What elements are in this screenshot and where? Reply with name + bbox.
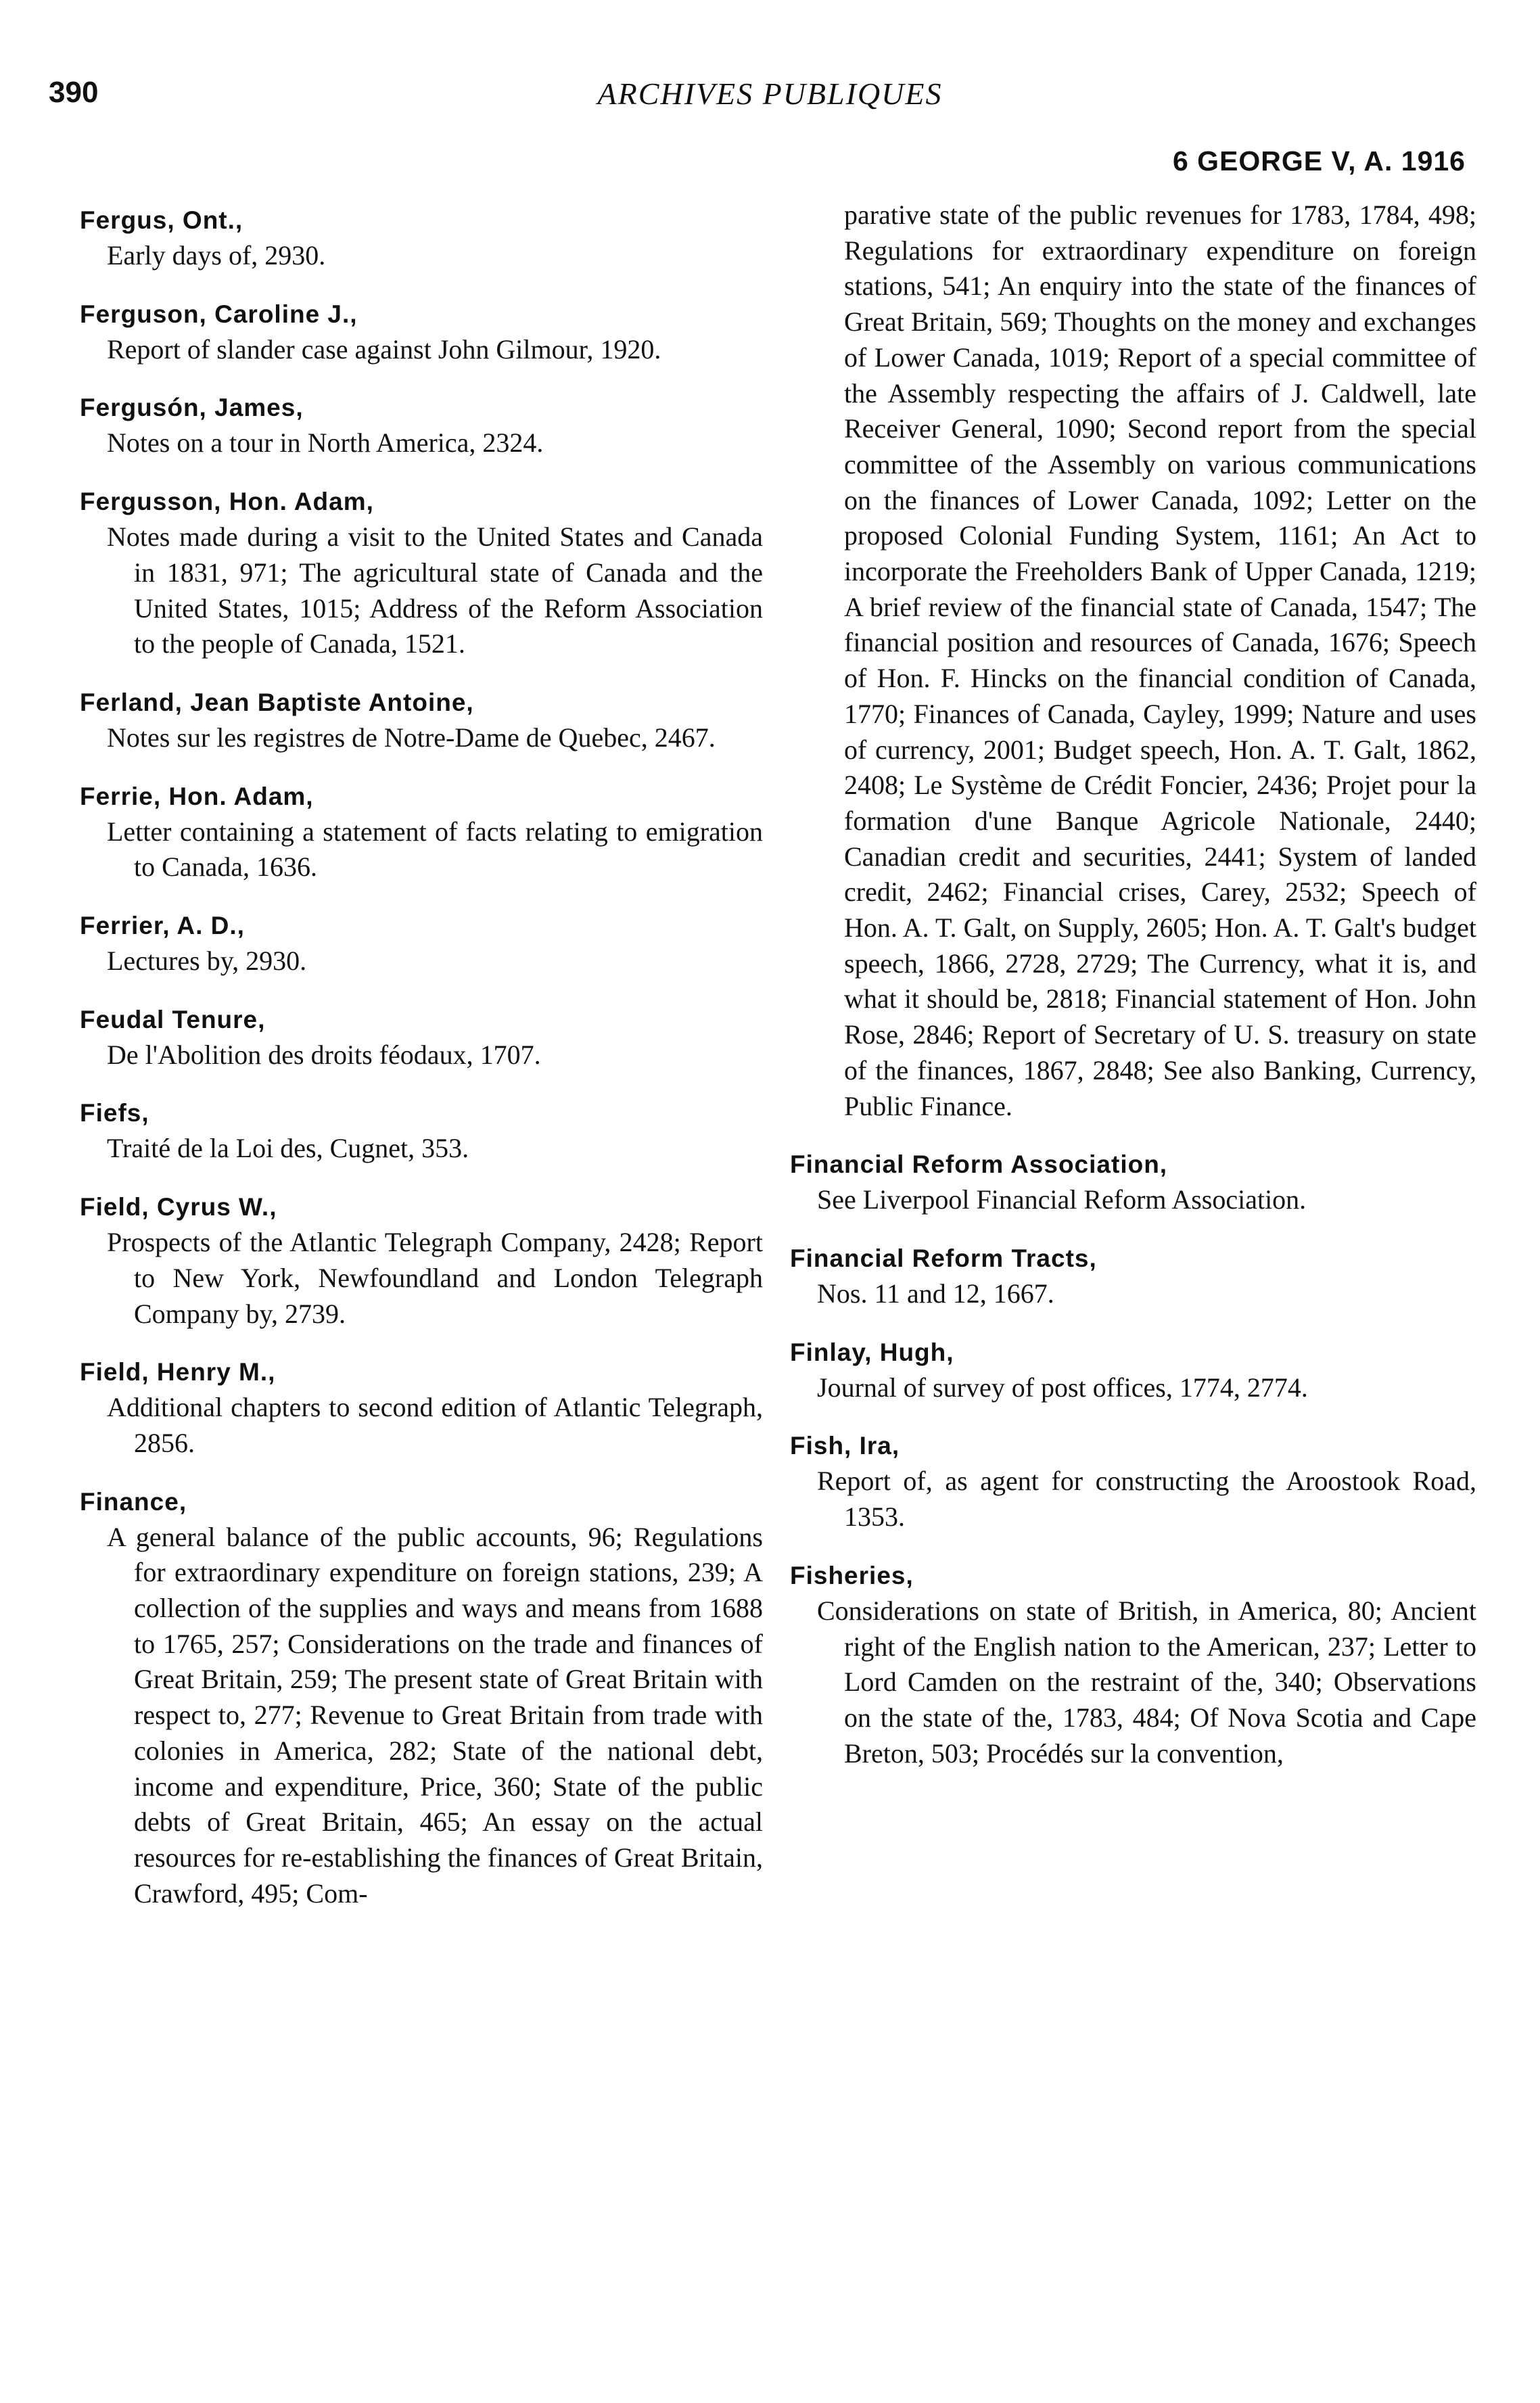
- index-entry: [80, 297, 763, 368]
- entry-text: Considerations on state of British, in America, 80; Ancient right of the English nation to the American, 237; Letter to Lord Camden on the restraint of the, 340; Observations on the state of the, 1783, 484; Of Nova Scotia and Cape Breton, 503; Procédés sur la convention,: [817, 1595, 1476, 1769]
- entry-text: Prospects of the Atlantic Telegraph Company, 2428; Report to New York, Newfoundland and London Telegraph Company by, 2739.: [107, 1227, 763, 1329]
- entry-heading: Finance,: [80, 1487, 187, 1516]
- entry-heading: Field, Henry M.,: [80, 1358, 276, 1386]
- index-entry: [80, 1096, 763, 1167]
- entry-text: See Liverpool Financial Reform Association.: [817, 1184, 1307, 1215]
- entry-text: Nos. 11 and 12, 1667.: [817, 1278, 1054, 1309]
- entry-heading: Fergusson, Hon. Adam,: [80, 488, 374, 516]
- entry-text: Traité de la Loi des, Cugnet, 353.: [107, 1133, 469, 1164]
- entry-text: Report of slander case against John Gilmour, 1920.: [107, 333, 661, 365]
- index-entry: [80, 685, 763, 756]
- index-entry: [80, 390, 763, 461]
- entry-text: Early days of, 2930.: [107, 240, 326, 271]
- right-column: [790, 197, 1476, 1794]
- entry-text: De l'Abolition des droits féodaux, 1707.: [107, 1039, 541, 1070]
- index-entry-continuation: [790, 197, 1476, 1124]
- entry-text: parative state of the public revenues for 1783, 1784, 498; Regulations for extraordinary expenditure on foreign stations, 541; An enquiry into the state of the finances of Great Britain, 569; Thoughts on the money and exchanges of Lower Canada, 1019; Report of a special committee of the Assembly respecting the affairs of J. Caldwell, late Receiver General, 1090; Second report from the special committee of the Assembly on various communications on the finances of Lower Canada, 1092; Letter on the proposed Colonial Funding System, 1161; An Act to incorporate the Freeholders Bank of Upper Canada, 1219; A brief review of the financial state of Canada, 1547; The financial position and resources of Canada, 1676; Speech of Hon. F. Hincks on the financial condition of Canada, 1770; Finances of Canada, Cayley, 1999; Nature and uses of currency, 2001; Budget speech, Hon. A. T. Galt, 1862, 2408; Le Système de Crédit Foncier, 2436; Projet pour la formation d'une Banque Agricole Nationale, 2440; Canadian credit and securities, 2441; System of landed credit, 2462; Financial crises, Carey, 2532; Speech of Hon. A. T. Galt, on Supply, 2605; Hon. A. T. Galt's budget speech, 1866, 2728, 2729; The Currency, what it is, and what it should be, 2818; Financial statement of Hon. John Rose, 2846; Report of Secretary of U. S. treasury on state of the finances, 1867, 2848; See also Banking, Currency, Public Finance.: [844, 200, 1476, 1121]
- left-column: [80, 203, 763, 1934]
- entry-text: Notes sur les registres de Notre-Dame de Quebec, 2467.: [107, 722, 716, 753]
- entry-text: Lectures by, 2930.: [107, 946, 307, 977]
- index-entry: [80, 1485, 763, 1912]
- index-entry: [790, 1241, 1476, 1312]
- index-entry: [80, 1190, 763, 1332]
- entry-heading: Field, Cyrus W.,: [80, 1193, 277, 1221]
- entry-heading: Feudal Tenure,: [80, 1005, 266, 1033]
- index-entry: [80, 779, 763, 885]
- index-entry: [790, 1147, 1476, 1218]
- entry-heading: Fisheries,: [790, 1561, 914, 1589]
- entry-heading: Finlay, Hugh,: [790, 1338, 954, 1366]
- entry-heading: Fergusón, James,: [80, 394, 304, 422]
- index-entry: [80, 1355, 763, 1461]
- entry-text: Journal of survey of post offices, 1774, 2774.: [817, 1372, 1308, 1403]
- entry-heading: Financial Reform Association,: [790, 1150, 1168, 1179]
- entry-heading: Ferguson, Caroline J.,: [80, 300, 358, 328]
- index-entry: [790, 1428, 1476, 1535]
- running-head: [0, 76, 1540, 130]
- index-entry: [80, 908, 763, 979]
- entry-heading: Ferrie, Hon. Adam,: [80, 782, 314, 810]
- entry-heading: Ferrier, A. D.,: [80, 912, 245, 940]
- entry-text: Notes on a tour in North America, 2324.: [107, 427, 544, 459]
- entry-heading: Ferland, Jean Baptiste Antoine,: [80, 688, 474, 716]
- entry-text: Letter containing a statement of facts relating to emigration to Canada, 1636.: [107, 816, 763, 883]
- running-title: ARCHIVES PUBLIQUES: [597, 76, 943, 111]
- session-label: 6 GEORGE V, A. 1916: [1172, 145, 1466, 177]
- index-entry: [790, 1558, 1476, 1772]
- index-entry: [80, 203, 763, 274]
- entry-text: Additional chapters to second edition of Atlantic Telegraph, 2856.: [107, 1392, 763, 1458]
- index-entry: [790, 1335, 1476, 1406]
- index-entry: [80, 484, 763, 662]
- entry-heading: Financial Reform Tracts,: [790, 1244, 1097, 1272]
- entry-text: A general balance of the public accounts, 96; Regulations for extraordinary expenditure on foreign stations, 239; A collection of the supplies and ways and means from 1688 to 1765, 257; Considerations on the trade and finances of Great Britain, 259; The present state of Great Britain with respect to, 277; Revenue to Great Britain from trade with colonies in America, 282; State of the national debt, income and expenditure, Price, 360; State of the public debts of Great Britain, 465; An essay on the actual resources for re-establishing the finances of Great Britain, Crawford, 495; Com-: [107, 1521, 763, 1909]
- entry-text: Notes made during a visit to the United States and Canada in 1831, 971; The agricultural state of Canada and the United States, 1015; Address of the Reform Association to the people of Canada, 1521.: [107, 521, 763, 659]
- entry-heading: Fish, Ira,: [790, 1432, 900, 1460]
- entry-heading: Fiefs,: [80, 1099, 149, 1127]
- entry-text: Report of, as agent for constructing the Aroostook Road, 1353.: [817, 1466, 1476, 1533]
- page-number: 390: [49, 76, 99, 109]
- entry-heading: Fergus, Ont.,: [80, 206, 243, 234]
- index-entry: [80, 1002, 763, 1073]
